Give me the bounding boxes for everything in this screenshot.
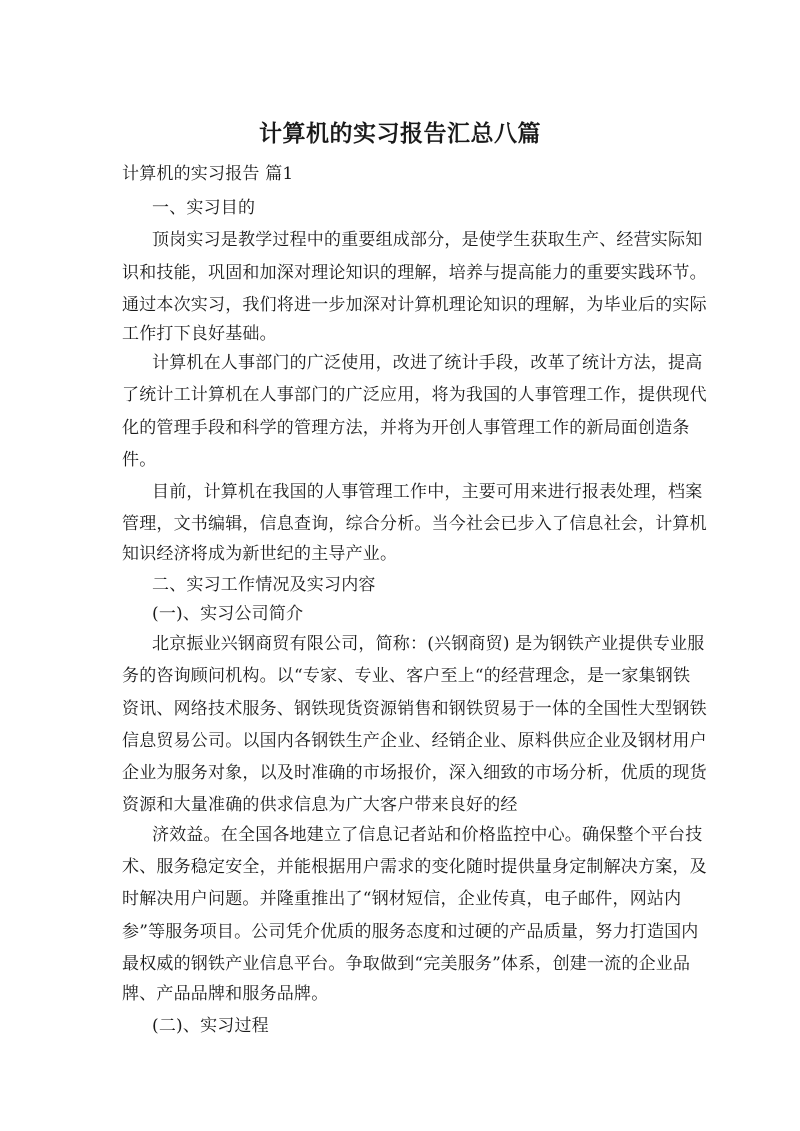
paragraph-line: 识和技能，巩固和加深对理论知识的理解，培养与提高能力的重要实践环节。	[122, 263, 707, 283]
paragraph-line: 顶岗实习是教学过程中的重要组成部分，是使学生获取生产、经营实际知	[152, 230, 703, 250]
paragraph-line: 了统计工计算机在人事部门的广泛应用，将为我国的人事管理工作，提供现代	[122, 385, 707, 405]
paragraph-line: 术、服务稳定安全，并能根据用户需求的变化随时提供量身定制解决方案，及	[122, 857, 707, 877]
paragraph-line: 资讯、网络技术服务、钢铁现货资源销售和钢铁贸易于一体的全国性大型钢铁	[122, 699, 707, 719]
paragraph-line: 济效益。在全国各地建立了信息记者站和价格监控中心。确保整个平台技	[152, 825, 703, 845]
paragraph-line: 计算机在人事部门的广泛使用，改进了统计手段，改革了统计方法，提高	[152, 353, 703, 373]
section-heading: 二、实习工作情况及实习内容	[152, 575, 376, 595]
paragraph-line: 时解决用户问题。并隆重推出了“钢材短信，企业传真，电子邮件，网站内	[122, 889, 682, 909]
paragraph-line: 参”等服务项目。公司凭介优质的服务态度和过硬的产品质量，努力打造国内	[122, 922, 699, 942]
section-heading: (一)、实习公司简介	[152, 604, 304, 624]
section-heading: (二)、实习过程	[152, 1016, 269, 1036]
paragraph-line: 最权威的钢铁产业信息平台。争取做到“完美服务”体系，创建一流的企业品	[122, 954, 691, 974]
paragraph-line: 务的咨询顾问机构。以“专家、专业、客户至上“的经营理念，是一家集钢铁	[122, 666, 691, 686]
paragraph-line: 化的管理手段和科学的管理方法，并将为开创人事管理工作的新局面创造条	[122, 418, 690, 438]
paragraph-line: 通过本次实习，我们将进一步加深对计算机理论知识的理解，为毕业后的实际	[122, 295, 707, 315]
paragraph-line: 信息贸易公司。以国内各钢铁生产企业、经销企业、原料供应企业及钢材用户	[122, 731, 707, 751]
paragraph-line: 件。	[122, 450, 157, 470]
document-title: 计算机的实习报告汇总八篇	[259, 121, 541, 147]
paragraph-line: 目前，计算机在我国的人事管理工作中，主要可用来进行报表处理，档案	[152, 482, 703, 502]
paragraph-line: 知识经济将成为新世纪的主导产业。	[122, 544, 398, 564]
section-subheading: 计算机的实习报告 篇1	[122, 164, 294, 184]
paragraph-line: 管理，文书编辑，信息查询，综合分析。当今社会已步入了信息社会，计算机	[122, 514, 707, 534]
paragraph-line: 企业为服务对象，以及时准确的市场报价，深入细致的市场分析，优质的现货	[122, 763, 707, 783]
section-heading: 一、实习目的	[152, 198, 256, 218]
paragraph-line: 牌、产品品牌和服务品牌。	[122, 984, 329, 1004]
paragraph-line: 北京振业兴钢商贸有限公司，简称：(兴钢商贸) 是为钢铁产业提供专业服	[152, 634, 705, 654]
paragraph-line: 资源和大量准确的供求信息为广大客户带来良好的经	[122, 795, 518, 815]
paragraph-line: 工作打下良好基础。	[122, 324, 277, 344]
